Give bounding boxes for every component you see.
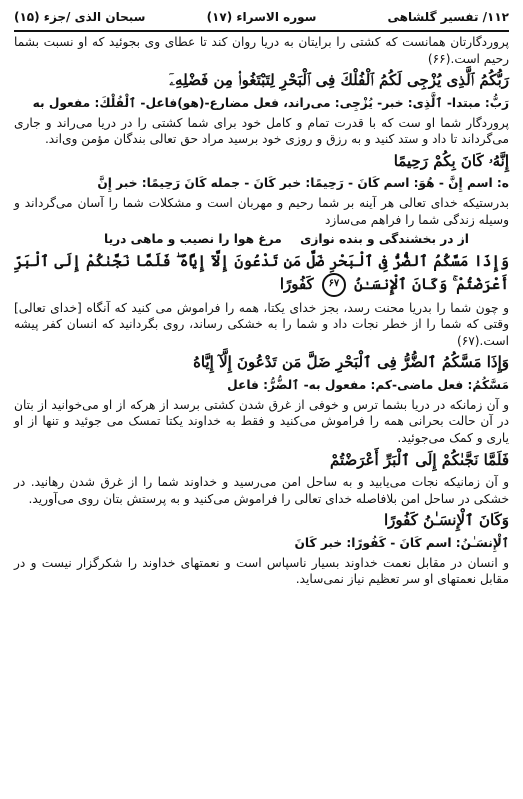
paragraph: پروردگارتان همانست که کشتی را برایتان به دریا روان کند تا عطای وی بجوئید که او نسبت بشما رحیم است.(۶۶) bbox=[14, 35, 509, 66]
ayah-text: وَكَانَ ٱلْإِنسَـٰنُ كَفُورًا bbox=[383, 511, 509, 530]
paragraph: و چون شما را بدریا محنت رسد، بجز خدای یکتا، همه را فراموش می کنید که آنگاه [خدای تعالی] وقتی که شما را از خطر نجات داد و شما را به خشکی رساند، روی بگردانید که انسان کفر پیشه است.(۶۷) bbox=[14, 300, 509, 348]
poem-verse bbox=[14, 231, 509, 248]
page-header bbox=[14, 6, 509, 28]
ayah-text bbox=[14, 251, 509, 297]
paragraph: و انسان در مقابل نعمت خداوند بسیار ناسپاس است و نعمتهای خداوند را شکرگزار نیست و در مقابل نعمتهای او سر تعظیم نیاز نمی‌ساید. bbox=[14, 555, 509, 587]
ayah-number-marker: ۶۷ bbox=[322, 273, 346, 297]
ayah-text-part: كَفُورًا bbox=[279, 274, 314, 293]
header-book-title: ۱۱۲/ تفسیر گلشاهی bbox=[387, 10, 509, 24]
header-surah: سوره الاسراء (۱۷) bbox=[206, 10, 317, 24]
ayah-text: فَلَمَّا نَجَّىٰكُمْ إِلَى ٱلْبَرِّ أَعْرَضْتُمْ bbox=[330, 450, 509, 469]
grammar-note: مَسَّكُمُ: فعل ماضی-کم: مفعول به- ٱلضُّرُّ: فاعل bbox=[227, 378, 509, 393]
ayah-text: إِنَّهُۥ كَانَ بِكُمْ رَحِيمًا bbox=[393, 151, 509, 170]
grammar-note: رَبُّ: مبتدا- ٱلَّذِى: خبر- يُزْجِى: می‌راند، فعل مضارع-(هو)فاعل- ٱلْفُلْكَ: مفعول به bbox=[32, 95, 509, 110]
header-juz: سبحان الذی /جزء (۱۵) bbox=[14, 10, 146, 24]
paragraph: بدرستیکه خدای تعالی هر آینه بر شما رحیم و مهربان است و مشکلات شما را آسان می‌گرداند و وسیله زندگی شما را فراهم می‌سازد bbox=[14, 196, 509, 227]
paragraph: و آن زمانکه در دریا بشما ترس و خوفی از غرق شدن کشتی برسد از هرکه از او می‌خوانید از بتان در آن حالت بحرانی همه را فراموش می‌کنید و فقط به خداوند یکتا تمسک می جوئید و تنها از او یاری و کمک می‌جوئید. bbox=[14, 397, 509, 445]
paragraph: پروردگار شما او ست که با قدرت تمام و کامل خود برای شما کشتی را در دریا می‌راند و جاری می‌گرداند تا داد و ستد کنید و به رزق و روزی خود برسید مراد حق تعالی بندگان مؤمن وی‌اند. bbox=[14, 115, 509, 147]
ayah-text: وَإِذَا مَسَّكُمُ ٱلضُّرُّ فِى ٱلْبَحْرِ ضَلَّ مَن تَدْعُونَ إِلَّآ إِيَّاهُ bbox=[193, 353, 509, 372]
grammar-note: ه: اسم إِنَّ - هُوَ: اسم كَانَ - رَحِيمًا: خبر كَانَ - جمله كَانَ رَحِيمًا: خبر إِنَّ bbox=[97, 176, 509, 191]
poem-hemistich-left: مرغ هوا را نصیب و ماهی دریا bbox=[104, 232, 282, 247]
header-rule bbox=[14, 30, 509, 32]
page-body bbox=[14, 34, 509, 795]
poem-hemistich-right: از در بخشندگی و بنده نوازی bbox=[300, 232, 469, 247]
paragraph: و آن زمانیکه نجات می‌یابید و به ساحل امن می‌رسید و خداوند شما را از غرق شدن رهانید. در خشکی در ساحل امن بلافاصله خدای تعالی را فراموش می‌کنید و به پرستش بتان روی می‌آورید. bbox=[14, 475, 509, 506]
ayah-text: رَبُّكُمُ ٱلَّذِى يُزْجِى لَكُمُ ٱلْفُلْكَ فِى ٱلْبَحْرِ لِتَبْتَغُوا۟ مِن فَضْلِهِۦٓ bbox=[169, 71, 509, 90]
ayah-text-part: وَإِذَا مَسَّكُمُ ٱلضُّرُّ فِى ٱلْبَحْرِ ضَلَّ مَن تَدْعُونَ إِلَّآ إِيَّاهُ ۖ فَلَمَّا نَجَّىٰكُمْ إِلَى ٱلْبَرِّ أَعْرَضْتُمْ ۚ وَكَانَ ٱلْإِنسَـٰنُ bbox=[14, 251, 509, 293]
grammar-note: ٱلْإِنسَـٰنُ: اسم كَانَ - كَفُورًا: خبر كَانَ bbox=[294, 536, 509, 551]
